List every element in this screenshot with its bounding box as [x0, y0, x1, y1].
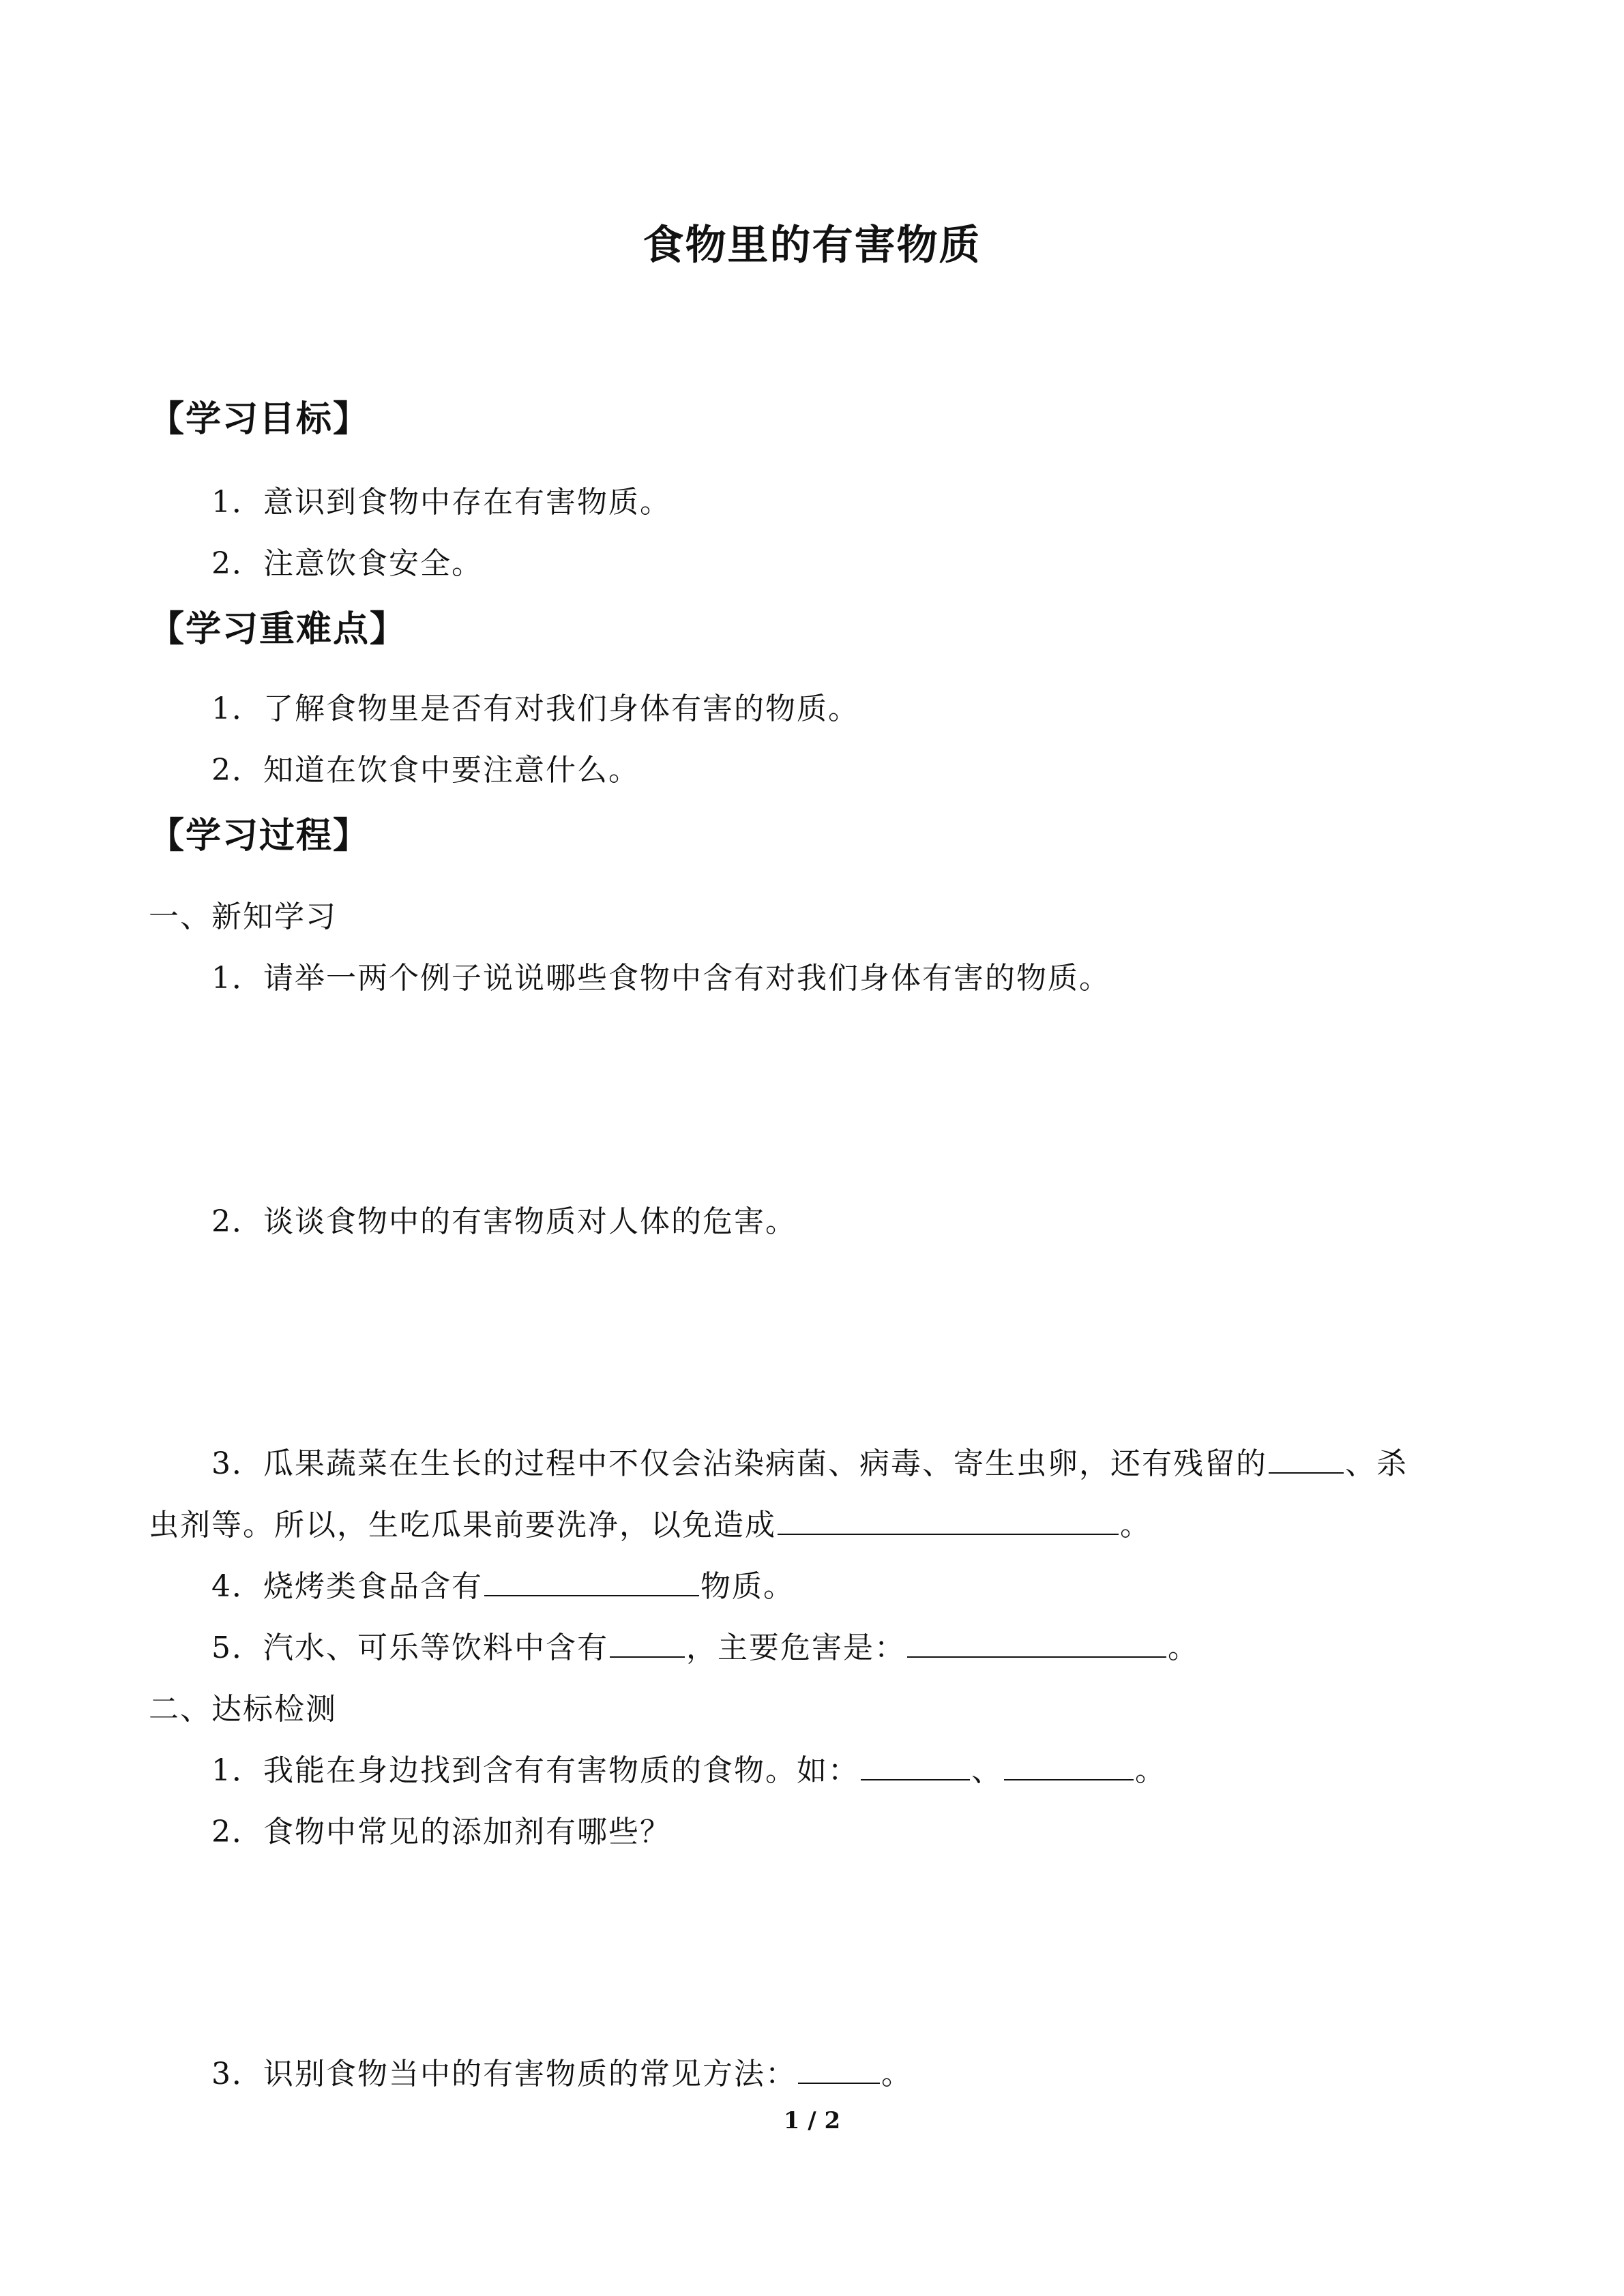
answer-blank[interactable] — [778, 1504, 1119, 1535]
question-3-text-b: 、杀 — [1345, 1446, 1408, 1481]
heading-learning-goals: 【学习目标】 — [149, 399, 370, 440]
key-point-item-1: 1．了解食物里是否有对我们身体有害的物质。 — [211, 691, 859, 726]
heading-learning-process: 【学习过程】 — [149, 816, 370, 856]
part2-question-3 — [211, 2049, 913, 2093]
check-question-3-text-a: 3．识别食物当中的有害物质的常见方法： — [211, 2057, 797, 2091]
answer-blank[interactable] — [610, 1626, 685, 1658]
part2-question-1 — [211, 1746, 1166, 1789]
check-question-1-text-a: 1．我能在身边找到含有有害物质的食物。如： — [211, 1753, 859, 1788]
question-5-text-b: ，主要危害是： — [686, 1630, 906, 1665]
part2-label: 二、达标检测 — [149, 1692, 337, 1727]
part1-question-3-line-1 — [211, 1439, 1408, 1482]
answer-blank[interactable] — [1004, 1749, 1134, 1780]
question-5-text-c: 。 — [1168, 1630, 1199, 1665]
question-4-text-a: 4．烧烤类食品含有 — [211, 1569, 483, 1604]
page-title: 食物里的有害物质 — [643, 222, 981, 269]
part1-question-2: 2．谈谈食物中的有害物质对人体的危害。 — [211, 1204, 797, 1239]
answer-blank[interactable] — [484, 1565, 699, 1596]
check-question-1-text-c: 。 — [1135, 1753, 1166, 1788]
question-3-text-d: 。 — [1120, 1508, 1151, 1542]
part1-question-4 — [211, 1562, 795, 1605]
answer-blank[interactable] — [1269, 1442, 1344, 1474]
key-point-item-2: 2．知道在饮食中要注意什么。 — [211, 753, 640, 788]
part1-question-5 — [211, 1623, 1199, 1667]
page-number: 1 / 2 — [783, 2107, 841, 2134]
goal-item-1: 1．意识到食物中存在有害物质。 — [211, 485, 671, 520]
question-4-text-b: 物质。 — [700, 1569, 795, 1604]
check-question-3-text-b: 。 — [881, 2057, 913, 2091]
part2-question-2: 2．食物中常见的添加剂有哪些？ — [211, 1815, 671, 1849]
answer-blank[interactable] — [907, 1626, 1166, 1658]
check-question-1-text-b: 、 — [971, 1753, 1003, 1788]
part1-label: 一、新知学习 — [149, 899, 337, 934]
answer-blank[interactable] — [861, 1749, 970, 1780]
heading-key-points: 【学习重难点】 — [149, 609, 407, 650]
part1-question-3-line-2 — [149, 1500, 1151, 1544]
answer-blank[interactable] — [798, 2053, 880, 2084]
question-3-text-c: 虫剂等。所以，生吃瓜果前要洗净，以免造成 — [149, 1508, 776, 1542]
goal-item-2: 2．注意饮食安全。 — [211, 546, 483, 581]
part1-question-1: 1．请举一两个例子说说哪些食物中含有对我们身体有害的物质。 — [211, 961, 1110, 996]
question-3-text-a: 3．瓜果蔬菜在生长的过程中不仅会沾染病菌、病毒、寄生虫卵，还有残留的 — [211, 1446, 1267, 1481]
question-5-text-a: 5．汽水、可乐等饮料中含有 — [211, 1630, 608, 1665]
